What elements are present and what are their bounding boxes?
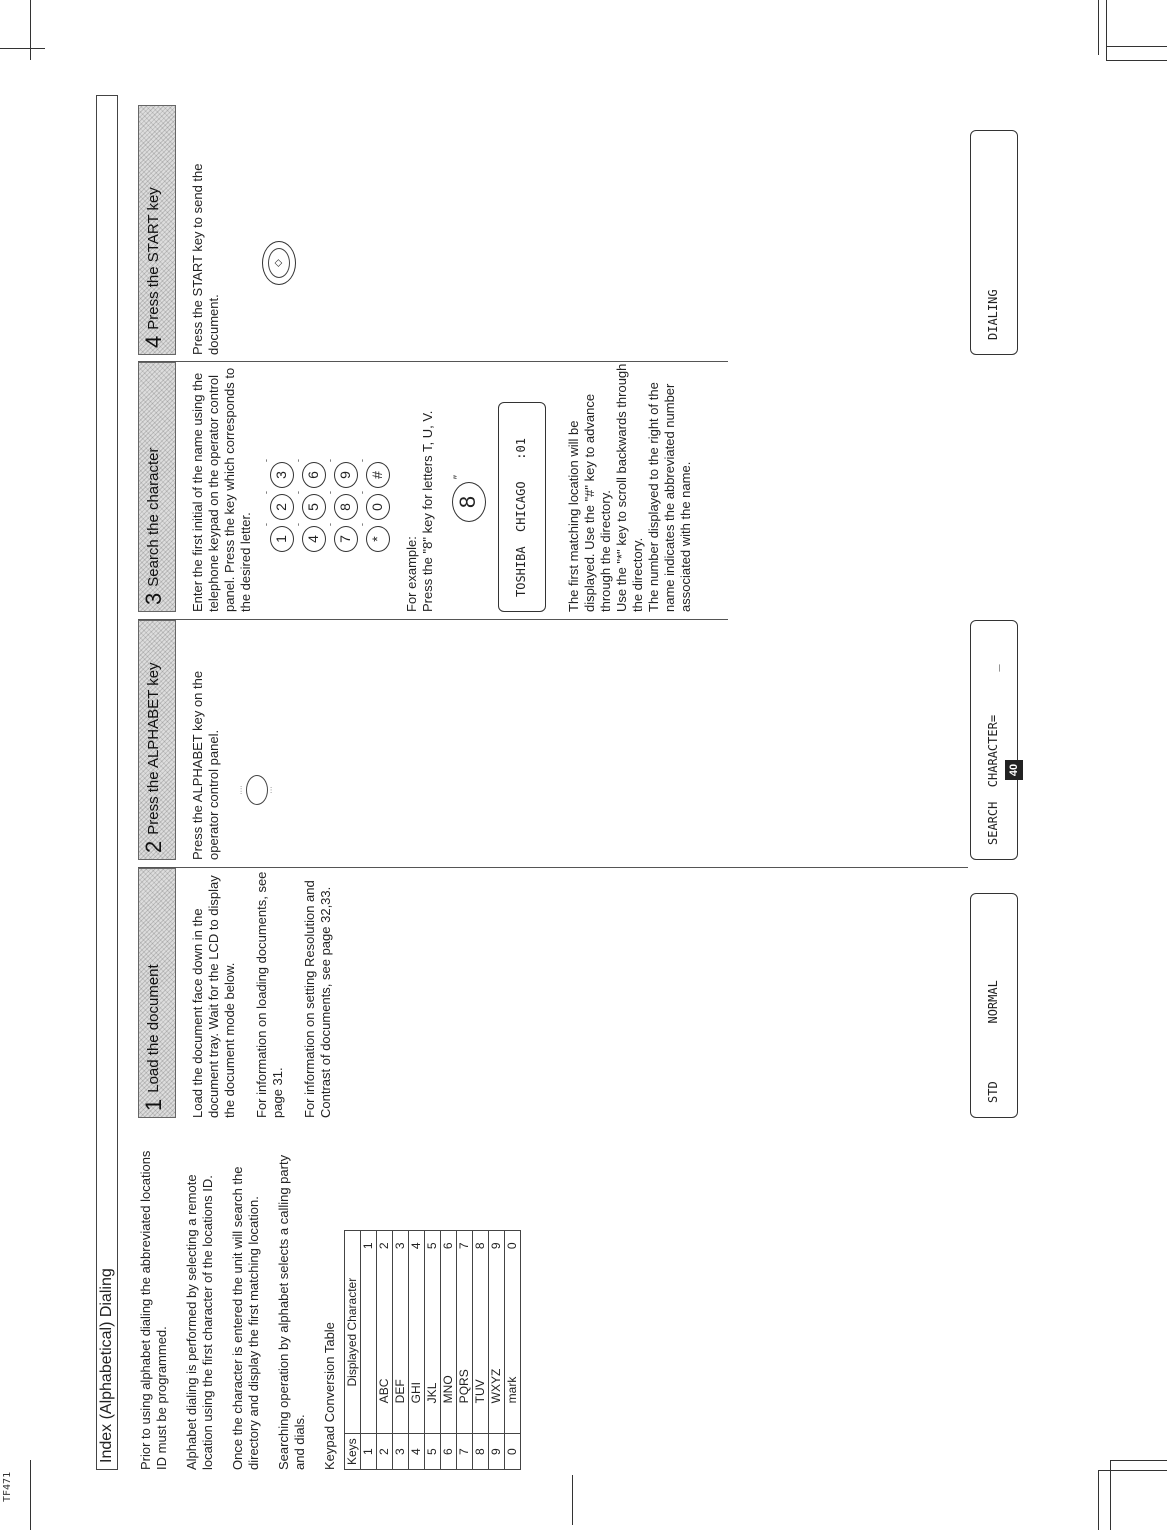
table-title: Keypad Conversion Table bbox=[322, 1322, 337, 1470]
table-cell-digit: 6 bbox=[441, 1231, 457, 1261]
key-tick-icon: ˉ bbox=[264, 523, 274, 526]
key-tick-icon: ˉ bbox=[264, 459, 274, 462]
key-tick-icon: ˉ bbox=[264, 491, 274, 494]
keypad-key-label: 2 bbox=[273, 503, 289, 511]
table-cell-digit: 1 bbox=[361, 1231, 377, 1261]
telephone-keypad bbox=[264, 362, 390, 552]
step-title: Press the ALPHABET key bbox=[145, 662, 162, 835]
lcd-display: TOSHIBA CHICAGO :01 bbox=[498, 402, 546, 612]
keypad-key-icon bbox=[296, 459, 326, 488]
step-title: Load the document bbox=[145, 964, 162, 1093]
table-cell-key: 7 bbox=[457, 1434, 473, 1470]
table-cell-characters: JKL bbox=[425, 1261, 441, 1434]
step-title: Search the character bbox=[145, 447, 162, 587]
keypad-key-label: 7 bbox=[337, 535, 353, 543]
step-2 bbox=[138, 620, 276, 860]
table-row bbox=[473, 1231, 489, 1470]
example-key-8-icon bbox=[451, 475, 486, 522]
keypad-key-label: # bbox=[369, 471, 385, 479]
crop-mark bbox=[1106, 0, 1107, 60]
key-tick-icon: ˉ bbox=[296, 523, 306, 526]
key-tick-icon: ˉ bbox=[328, 459, 338, 462]
step-header bbox=[138, 868, 176, 1118]
table-cell-characters: ABC bbox=[377, 1261, 393, 1434]
keypad-key-icon bbox=[328, 523, 358, 552]
step-text: For information on setting Resolution and Contrast of documents, see page 32,33. bbox=[302, 880, 333, 1118]
table-cell-key: 8 bbox=[473, 1434, 489, 1470]
table-header: Keys bbox=[345, 1434, 361, 1470]
alphabet-key-icon bbox=[238, 620, 276, 960]
page-title: Index (Alphabetical) Dialing bbox=[96, 95, 118, 1470]
step-text: For information on loading documents, see page 31. bbox=[254, 871, 285, 1118]
table-cell-key: 3 bbox=[393, 1434, 409, 1470]
intro-column bbox=[138, 1140, 521, 1470]
table-row bbox=[377, 1231, 393, 1470]
crop-mark bbox=[30, 0, 31, 60]
table-cell-characters: GHI bbox=[409, 1261, 425, 1434]
table-cell-key: 2 bbox=[377, 1434, 393, 1470]
keypad-key-label: 9 bbox=[337, 471, 353, 479]
example-key-label: 8 bbox=[455, 495, 480, 509]
step-text: Press the START key to send the document. bbox=[190, 163, 221, 355]
intro-paragraph: Prior to using alphabet dialing the abbreviated locations ID must be programmed. bbox=[138, 1150, 169, 1470]
table-cell-digit: 3 bbox=[393, 1231, 409, 1261]
table-cell-characters: mark bbox=[505, 1261, 521, 1434]
table-cell-characters: DEF bbox=[393, 1261, 409, 1434]
table-cell-characters: TUV bbox=[473, 1261, 489, 1434]
table-row bbox=[425, 1231, 441, 1470]
step-text: Load the document face down in the document tray. Wait for the LCD to display the document mode below. bbox=[190, 875, 237, 1118]
keypad-key-icon bbox=[296, 491, 326, 520]
intro-paragraph: Alphabet dialing is performed by selecting a remote location using the first character of the locations ID. bbox=[184, 1174, 215, 1470]
step-number: 2 bbox=[141, 840, 166, 853]
crop-mark bbox=[1106, 60, 1167, 61]
table-cell-characters: PQRS bbox=[457, 1261, 473, 1434]
table-cell-characters: WXYZ bbox=[489, 1261, 505, 1434]
keypad-key-label: 6 bbox=[305, 471, 321, 479]
step-3 bbox=[138, 362, 710, 612]
table-cell-digit: 9 bbox=[489, 1231, 505, 1261]
table-row bbox=[505, 1231, 521, 1470]
page-number: 40 bbox=[1005, 760, 1023, 780]
step-header bbox=[138, 362, 176, 612]
keypad-key-icon bbox=[264, 459, 294, 488]
press-mark-icon: ″ bbox=[451, 475, 465, 480]
step-number: 1 bbox=[141, 1098, 166, 1111]
crop-mark bbox=[0, 48, 45, 49]
keypad-key-icon bbox=[328, 459, 358, 488]
table-cell-key: 4 bbox=[409, 1434, 425, 1470]
side-code: TF471 bbox=[2, 1471, 13, 1502]
keypad-key-icon bbox=[264, 523, 294, 552]
intro-paragraph: Searching operation by alphabet selects a calling party and dials. bbox=[276, 1154, 307, 1470]
table-row bbox=[393, 1231, 409, 1470]
crop-mark bbox=[1106, 46, 1167, 47]
table-cell-digit: 7 bbox=[457, 1231, 473, 1261]
step-text: Press the ALPHABET key on the operator control panel. bbox=[190, 670, 221, 860]
keypad-key-label: 8 bbox=[337, 503, 353, 511]
table-cell-key: 5 bbox=[425, 1434, 441, 1470]
table-cell-key: 6 bbox=[441, 1434, 457, 1470]
table-cell-digit: 5 bbox=[425, 1231, 441, 1261]
step-text: Enter the first initial of the name using the telephone keypad on the operator control panel. Press the key which corresponds to the desired letter. bbox=[190, 367, 253, 612]
crop-mark bbox=[1098, 1470, 1167, 1471]
alphabet-key-oval-icon bbox=[246, 775, 268, 805]
crop-mark bbox=[572, 1475, 573, 1525]
table-cell-digit: 4 bbox=[409, 1231, 425, 1261]
table-row bbox=[457, 1231, 473, 1470]
intro-paragraph: Once the character is entered the unit will search the directory and display the first matching location. bbox=[230, 1166, 261, 1470]
keypad-key-icon bbox=[328, 491, 358, 520]
key-label-mark-icon: ···· bbox=[238, 785, 245, 795]
step-header bbox=[138, 620, 176, 860]
key-tick-icon: ˉ bbox=[360, 459, 370, 462]
key-tick-icon: ˉ bbox=[328, 523, 338, 526]
keypad-key-label: 1 bbox=[273, 535, 289, 543]
keypad-key-label: 4 bbox=[305, 535, 321, 543]
table-cell-characters: MNO bbox=[441, 1261, 457, 1434]
step-header bbox=[138, 105, 176, 355]
keypad-key-icon bbox=[296, 523, 326, 552]
keypad-key-label: * bbox=[369, 536, 385, 542]
key-tick-icon: ˉ bbox=[328, 491, 338, 494]
start-diamond-icon: ◇ bbox=[268, 248, 290, 278]
keypad-key-label: 0 bbox=[369, 503, 385, 511]
lcd-display: DIALING bbox=[970, 130, 1018, 355]
table-cell-digit: 8 bbox=[473, 1231, 489, 1261]
crop-mark bbox=[1098, 1470, 1099, 1530]
keypad-key-label: 5 bbox=[305, 503, 321, 511]
table-row bbox=[361, 1231, 377, 1470]
key-tick-icon: ˉ bbox=[296, 491, 306, 494]
manual-page bbox=[90, 40, 1040, 1470]
keypad-key-label: 3 bbox=[273, 471, 289, 479]
key-label-mark-icon: ··· bbox=[268, 786, 275, 794]
step-text: The first matching location will be displayed. Use the "#" key to advance through the directory. Use the "*" key to scroll backwards through the directory. The number displayed to the right of the name indicates the abbreviated number associated with the name. bbox=[566, 363, 693, 612]
table-row bbox=[409, 1231, 425, 1470]
table-row bbox=[441, 1231, 457, 1470]
lcd-display: SEARCH CHARACTER= _ bbox=[970, 620, 1018, 860]
key-tick-icon: ˉ bbox=[296, 459, 306, 462]
key-tick-icon: ˉ bbox=[360, 523, 370, 526]
crop-mark bbox=[30, 1460, 31, 1530]
start-key-icon bbox=[262, 241, 296, 285]
table-cell-key: 9 bbox=[489, 1434, 505, 1470]
crop-mark bbox=[1098, 0, 1099, 55]
keypad-key-icon bbox=[360, 459, 390, 488]
table-cell-key: 1 bbox=[361, 1434, 377, 1470]
lcd-display: STD NORMAL bbox=[970, 893, 1018, 1118]
keypad-key-icon bbox=[360, 523, 390, 552]
table-cell-characters bbox=[361, 1261, 377, 1434]
table-row bbox=[489, 1231, 505, 1470]
crop-mark bbox=[1110, 1460, 1167, 1461]
keypad-key-icon bbox=[360, 491, 390, 520]
step-title: Press the START key bbox=[145, 187, 162, 330]
table-cell-digit: 2 bbox=[377, 1231, 393, 1261]
table-cell-digit: 0 bbox=[505, 1231, 521, 1261]
step-4 bbox=[138, 105, 296, 355]
table-cell-key: 0 bbox=[505, 1434, 521, 1470]
step-number: 3 bbox=[141, 592, 166, 605]
step-number: 4 bbox=[141, 335, 166, 348]
keypad-conversion-table bbox=[344, 1230, 521, 1470]
key-tick-icon: ˉ bbox=[360, 491, 370, 494]
table-header: Displayed Character bbox=[345, 1231, 361, 1434]
keypad-key-icon bbox=[264, 491, 294, 520]
step-text: For example: Press the "8" key for letters T, U, V. bbox=[404, 410, 435, 612]
